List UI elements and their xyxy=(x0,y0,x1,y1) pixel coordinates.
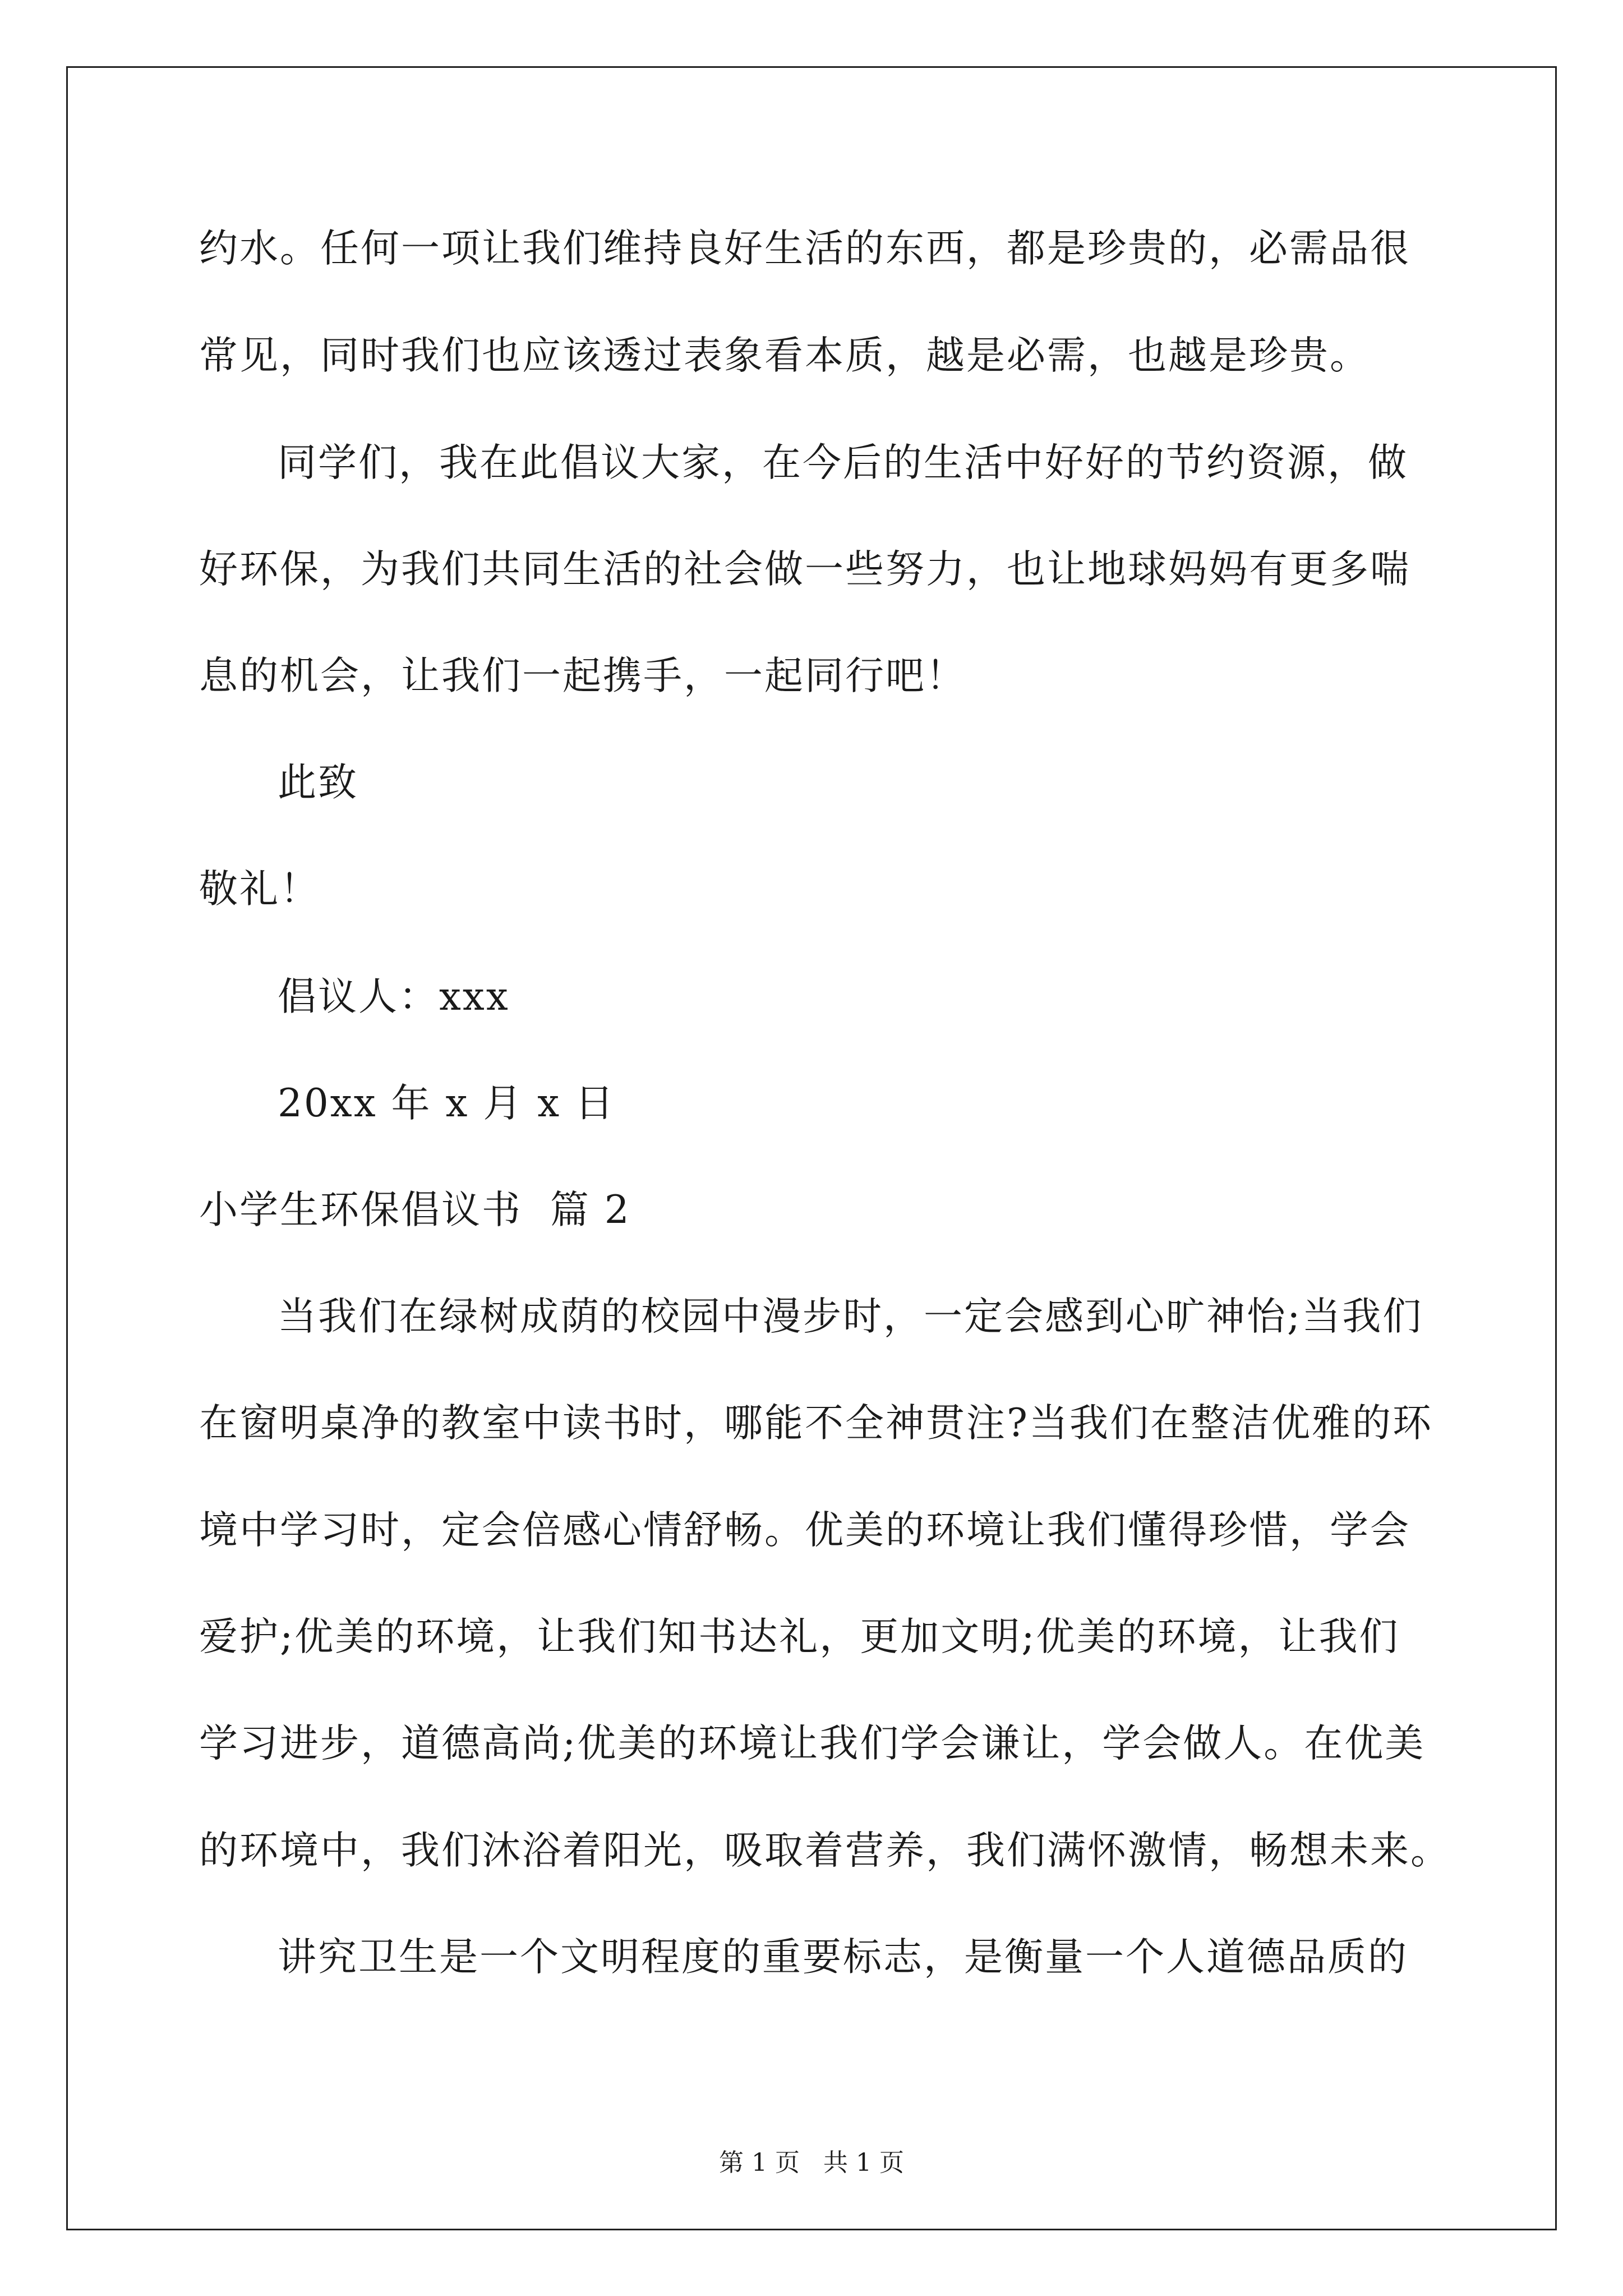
body-text-line: 在窗明桌净的教室中读书时，哪能不全神贯注?当我们在整洁优雅的环 xyxy=(199,1401,1433,1446)
body-text-line: 境中学习时，定会倍感心情舒畅。优美的环境让我们懂得珍惜，学会 xyxy=(199,1508,1410,1553)
paragraph-first-line: 当我们在绿树成荫的校园中漫步时，一定会感到心旷神怡;当我们 xyxy=(278,1294,1423,1339)
signature-proposer: 倡议人：xxx xyxy=(278,974,510,1019)
paragraph-first-line: 同学们，我在此倡议大家，在今后的生活中好好的节约资源，做 xyxy=(278,440,1408,485)
salutation-closing: 此致 xyxy=(278,760,358,805)
body-text-line: 息的机会，让我们一起携手，一起同行吧！ xyxy=(199,654,966,698)
body-text-line: 约水。任何一项让我们维持良好生活的东西，都是珍贵的，必需品很 xyxy=(199,226,1410,271)
paragraph-first-line: 讲究卫生是一个文明程度的重要标志，是衡量一个人道德品质的 xyxy=(278,1935,1408,1980)
body-text-line: 学习进步，道德高尚;优美的环境让我们学会谦让，学会做人。在优美 xyxy=(199,1721,1426,1766)
signature-date: 20xx 年 x 月 x 日 xyxy=(278,1081,616,1126)
page-footer: 第 1 页 共 1 页 xyxy=(719,2148,904,2177)
body-text-line: 好环保，为我们共同生活的社会做一些努力，也让地球妈妈有更多喘 xyxy=(199,547,1410,592)
salutation-regards: 敬礼！ xyxy=(199,867,320,912)
page-border xyxy=(66,66,1557,2230)
body-text-line: 常见，同时我们也应该透过表象看本质，越是必需，也越是珍贵。 xyxy=(199,333,1370,378)
section-heading: 小学生环保倡议书 篇 2 xyxy=(199,1188,631,1232)
body-text-line: 的环境中，我们沐浴着阳光，吸取着营养，我们满怀激情，畅想未来。 xyxy=(199,1828,1451,1873)
body-text-line: 爱护;优美的环境，让我们知书达礼，更加文明;优美的环境，让我们 xyxy=(199,1614,1400,1659)
